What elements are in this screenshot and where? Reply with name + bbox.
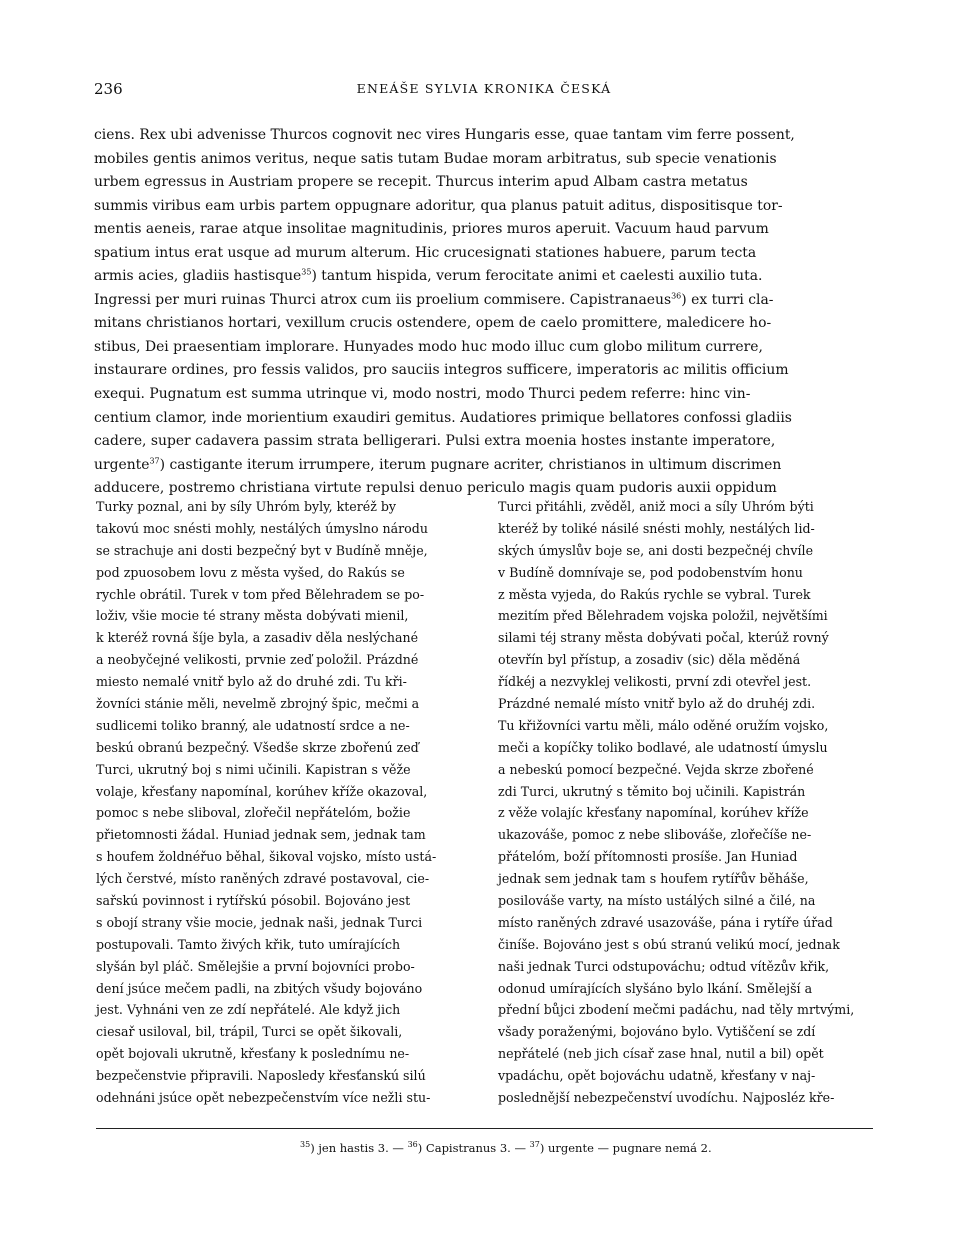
latin-line-text: ) tantum hispida, verum ferocitate animi et caelesti auxilio tuta. xyxy=(311,268,763,285)
czech-line: miesto nemalé vnitř bylo až do druhé zdi. Tu kři- xyxy=(96,674,407,690)
czech-line: pod zpuosobem lovu z města vyšed, do Rakús se xyxy=(96,564,405,580)
latin-line: spatium intus erat usque ad murum alterum. Hic crucesignati stationes habuere, parum tecta xyxy=(94,244,757,261)
latin-line: stibus, Dei praesentiam implorare. Hunyades modo huc modo illuc cum globo militum currere, xyxy=(94,338,763,355)
latin-line: cadere, super cadavera passim strata belligerari. Pulsi extra moenia hostes instante imperatore, xyxy=(94,433,776,450)
latin-line-text: Ingressi per muri ruinas Thurci atrox cum iis proelium commisere. Capistranaeus xyxy=(94,291,672,308)
czech-line: Prázdné nemalé místo vnitř bylo až do druhéj zdi. xyxy=(498,696,816,712)
czech-line: vpadáchu, opět bojováchu udatně, křesťany v naj- xyxy=(498,1068,816,1084)
czech-line: místo raněných zdravé usazováše, pána i rytíře úřad xyxy=(498,914,833,930)
czech-line: sařskú povinnost i rytířskú pósobil. Bojováno jest xyxy=(96,893,411,909)
czech-line: bezpečenstvie připravili. Naposledy křesťanskú silú xyxy=(96,1068,426,1084)
czech-line: pomoc s nebe sliboval, zlořečil nepřátelóm, božie xyxy=(96,805,411,821)
czech-line: odonud umírajících slyšáno bylo lkání. Smělejší a xyxy=(498,980,813,996)
czech-line: z města vyjeda, do Rakús rychle se vybral. Turek xyxy=(498,586,811,602)
footnote-ref-35: 35 xyxy=(301,267,312,277)
czech-line: s obojí strany všie mocie, jednak naši, jednak Turci xyxy=(96,914,423,930)
latin-text-block xyxy=(94,124,878,501)
czech-line: Turci přitáhli, zvěděl, aniž moci a síly Uhróm býti xyxy=(498,499,814,514)
czech-line: poslednější nebezpečenství uvodíchu. Najposléz kře- xyxy=(498,1090,835,1106)
latin-line: centium clamor, inde morientium exaudiri gemitus. Audatiores primique bellatores confossi gladiis xyxy=(94,409,792,426)
czech-line: a neobyčejné velikosti, prvnie zeď položil. Prázdné xyxy=(96,652,419,668)
latin-line: summis viribus eam urbis partem oppugnare adoritur, qua planus patuit aditus, dispositisque tor- xyxy=(94,197,783,214)
czech-line: otevřín byl přístup, a zosadiv (sic) děla měděná xyxy=(498,652,801,668)
czech-line: loživ, všie mocie té strany města dobývati mienil, xyxy=(96,608,409,624)
latin-line: mentis aeneis, rarae atque insolitae magnitudinis, priores muros aperuit. Vacuum haud parvum xyxy=(94,221,769,238)
footnote-mark-36: 36 xyxy=(407,1140,418,1150)
footnote-ref-37: 37 xyxy=(149,456,160,466)
latin-line xyxy=(94,265,878,289)
footnote-mark-35: 35 xyxy=(300,1140,311,1150)
czech-line: ciesař usiloval, bil, trápil, Turci se opět šikovali, xyxy=(96,1024,403,1040)
czech-line: Tu křižovníci vartu měli, málo oděné oružím vojsko, xyxy=(498,717,829,733)
latin-line: mitans christianos hortari, vexillum crucis ostendere, opem de caelo promittere, maledicere ho- xyxy=(94,315,772,332)
czech-line: postupovali. Tamto živých křik, tuto umírajících xyxy=(96,936,401,952)
footnote-divider xyxy=(96,1128,873,1129)
czech-line: mezitím před Bělehradem vojska položil, největšími xyxy=(498,608,828,624)
latin-line-text: ) castigante iterum irrumpere, iterum pugnare acriter, christianos in ultimum discrimen xyxy=(159,456,782,473)
latin-line: adducere, postremo christiana virtute repulsi denuo periculo magis quam pudoris auxii oppidum xyxy=(94,480,777,497)
czech-line: všady poraženými, bojováno bylo. Vytiščení se zdí xyxy=(498,1024,816,1040)
footnote-mark-37: 37 xyxy=(529,1140,540,1150)
czech-line: ských úmyslův boje se, ani dosti bezpečnéj chvíle xyxy=(498,542,814,558)
page-number: 236 xyxy=(94,80,123,98)
czech-line: činíše. Bojováno jest s obú stranú velikú mocí, jednak xyxy=(498,936,840,952)
czech-translation-left-column xyxy=(96,496,470,1109)
czech-line: nepřátelé (neb jich císař zase hnal, nutil a bil) opět xyxy=(498,1046,824,1062)
czech-line: a nebeskú pomocí bezpečné. Vejda skrze zbořené xyxy=(498,761,814,777)
czech-line: jednak sem jednak tam s houfem rytířův běháše, xyxy=(498,871,809,887)
footnote-35: ) jen hastis 3. — xyxy=(310,1141,404,1155)
czech-line: lých čerstvé, místo raněných zdravé postavoval, cie- xyxy=(96,871,430,887)
czech-line: řídkéj a nezvyklej velikosti, první zdi otevřel jest. xyxy=(498,674,812,690)
czech-line: Turci, ukrutný boj s nimi učinili. Kapistran s věže xyxy=(96,761,411,777)
czech-line: slyšán byl pláč. Smělejšie a první bojovníci probo- xyxy=(96,958,415,974)
czech-line: silami téj strany města dobývati počal, kterúž rovný xyxy=(498,630,829,646)
latin-line-text: urgente xyxy=(94,456,150,473)
czech-line: přietomnosti žádal. Huniad jednak sem, jednak tam xyxy=(96,827,426,843)
footnotes xyxy=(300,1141,800,1155)
czech-line: odehnáni jsúce opět nebezpečenstvím více nežli stu- xyxy=(96,1090,431,1106)
latin-line: instaurare ordines, pro fessis validos, pro sauciis integros sufficere, imperatoris ac militis officium xyxy=(94,362,789,379)
latin-line: urbem egressus in Austriam propere se recepit. Thurcus interim apud Albam castra metatus xyxy=(94,174,748,191)
latin-line: mobiles gentis animos veritus, neque satis tutam Budae moram arbitratus, sub specie venationis xyxy=(94,150,777,167)
czech-line: dení jsúce mečem padli, na zbitých všudy bojováno xyxy=(96,980,423,996)
czech-line: přátelóm, boží přítomnosti prosíše. Jan Huniad xyxy=(498,849,798,865)
czech-line: ukazováše, pomoc z nebe slibováše, zlořečíše ne- xyxy=(498,827,812,843)
page-header xyxy=(94,80,874,104)
footnote-36: ) Capistranus 3. — xyxy=(417,1141,526,1155)
running-title: ENEÁŠE SYLVIA KRONIKA ČESKÁ xyxy=(356,81,612,96)
czech-line: zdi Turci, ukrutný s těmito boj učinili. Kapistrán xyxy=(498,783,806,799)
czech-line: s houfem žoldnéřuo běhal, šikoval vojsko, místo ustá- xyxy=(96,849,437,865)
czech-line: Turky poznal, ani by síly Uhróm byly, kteréž by xyxy=(96,499,397,514)
czech-line: k kteréž rovná šíje byla, a zasadiv děla neslýchané xyxy=(96,630,419,646)
czech-line: meči a kopíčky toliko bodlavé, ale udatností úmyslu xyxy=(498,739,828,755)
footnote-37: ) urgente — pugnare nemá 2. xyxy=(539,1141,712,1155)
czech-line: naši jednak Turci odstupováchu; odtud vítězův křik, xyxy=(498,958,830,974)
latin-line-text: armis acies, gladiis hastisque xyxy=(94,268,302,285)
czech-line: se strachuje ani dosti bezpečný byt v Budíně mněje, xyxy=(96,542,428,558)
czech-translation-right-column xyxy=(498,496,872,1109)
czech-line: opět bojovali ukrutně, křesťany k poslednímu ne- xyxy=(96,1046,410,1062)
czech-line: volaje, křesťany napomínal, korúhev kříže okazoval, xyxy=(96,783,428,799)
czech-line: takovú moc snésti mohly, nestálých úmyslno národu xyxy=(96,520,428,536)
latin-line: ciens. Rex ubi advenisse Thurcos cognovit nec vires Hungaris esse, quae tantam vim ferre possent, xyxy=(94,127,795,143)
latin-line xyxy=(94,454,878,478)
czech-line: jest. Vyhnáni ven ze zdí nepřátelé. Ale když jich xyxy=(96,1002,401,1018)
czech-line: žovníci stánie měli, nevelmě zbrojný špic, mečmi a xyxy=(96,696,420,712)
latin-line: exequi. Pugnatum est summa utrinque vi, modo nostri, modo Thurci pedem referre: hinc vin- xyxy=(94,386,751,403)
czech-line: posilováše varty, na místo ustálých silné a čilé, na xyxy=(498,893,816,909)
footnote-ref-36: 36 xyxy=(671,291,682,301)
latin-line xyxy=(94,289,878,313)
czech-line: z věže volajíc křesťany napomínal, korúhev kříže xyxy=(498,805,809,821)
latin-line-text: ) ex turri cla- xyxy=(681,291,774,308)
czech-line: přední bůjci zbodení mečmi padáchu, nad těly mrtvými, xyxy=(498,1002,855,1018)
czech-line: sudlicemi toliko branný, ale udatností srdce a ne- xyxy=(96,717,410,733)
czech-line: beskú obranú bezpečný. Všedše skrze zbořenú zeď xyxy=(96,739,419,755)
czech-line: kteréž by toliké násilé snésti mohly, nestálých lid- xyxy=(498,520,815,536)
czech-line: rychle obrátil. Turek v tom před Bělehradem se po- xyxy=(96,586,425,602)
czech-line: v Budíně domnívaje se, pod podobenstvím honu xyxy=(498,564,803,580)
